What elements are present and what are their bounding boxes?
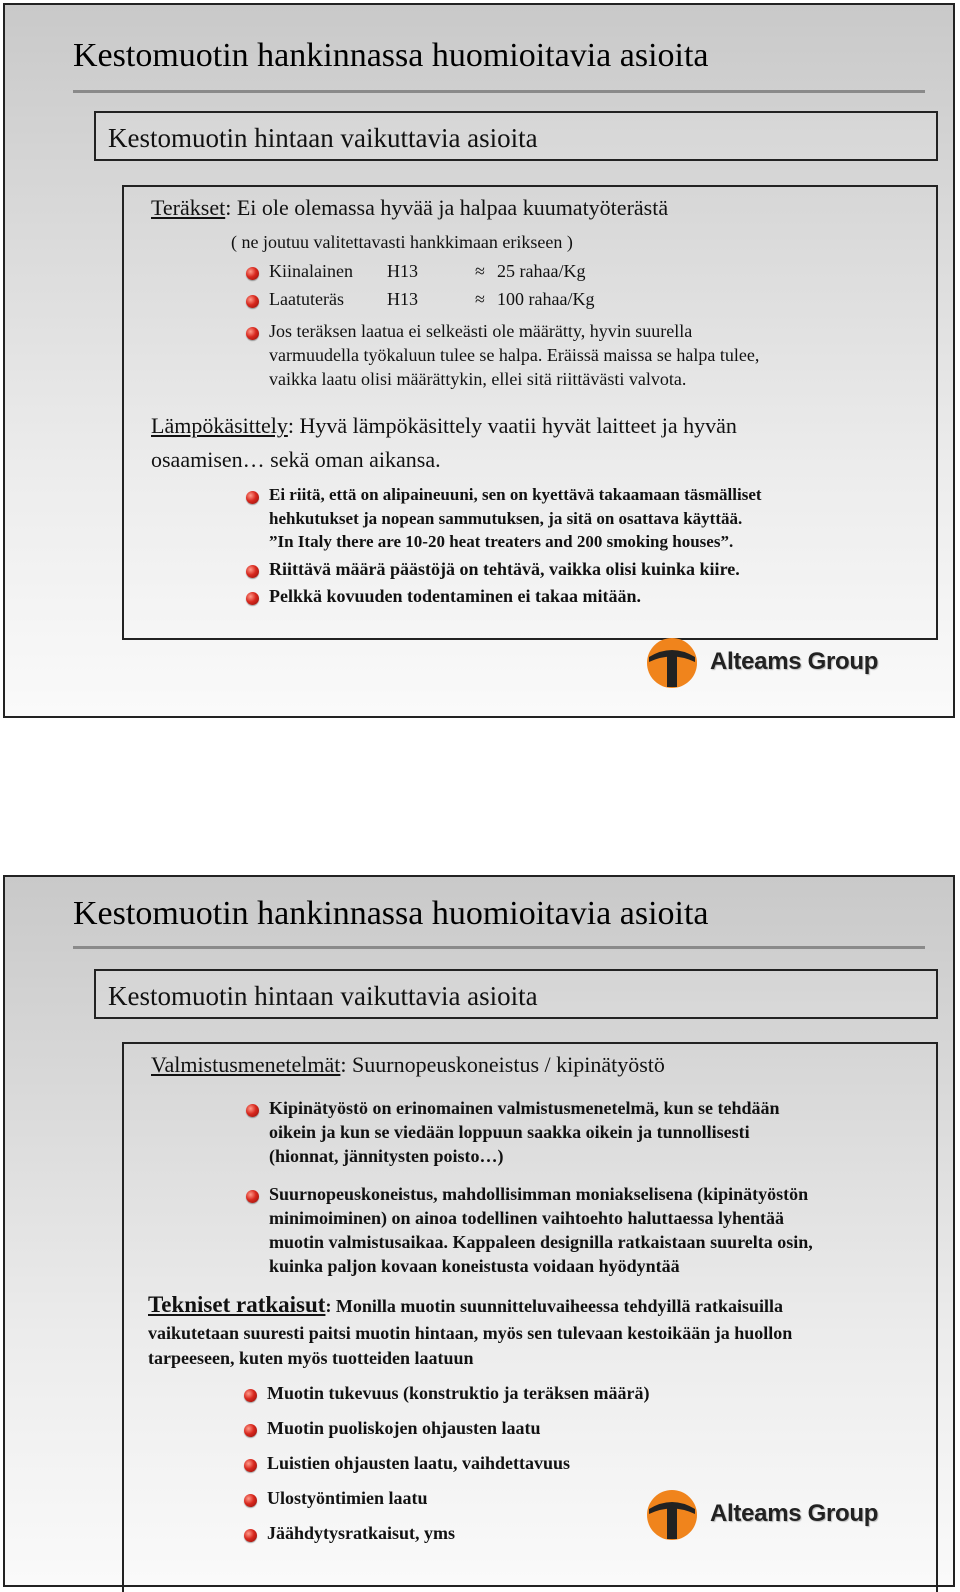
- bullet-icon: [244, 1424, 257, 1437]
- post-bullet: Riittävä määrä päästöjä on tehtävä, vaikka olisi kuinka kiire.: [269, 559, 740, 579]
- edm-line: oikein ja kun se viedään loppuun saakka oikein ja tunnollisesti: [269, 1122, 750, 1142]
- approx-icon: ≈: [475, 261, 485, 281]
- price-row-name: Kiinalainen: [269, 261, 353, 281]
- methods-heading: [151, 1052, 665, 1078]
- alteams-logo-icon: [646, 637, 698, 689]
- tech-bullet: Luistien ohjausten laatu, vaihdettavuus: [267, 1453, 571, 1473]
- heat-text: : Hyvä lämpökäsittely vaatii hyvät laitteet ja hyvän: [287, 413, 737, 438]
- logo-text: Alteams Group: [710, 1500, 879, 1527]
- tech-bullet: Muotin tukevuus (konstruktio ja teräksen määrä): [267, 1383, 650, 1403]
- steels-heading: [151, 195, 668, 221]
- subtitle: Kestomuotin hintaan vaikuttavia asioita: [108, 981, 538, 1011]
- bullet-icon: [246, 267, 259, 280]
- approx-icon: ≈: [475, 289, 485, 309]
- tech-line: vaikutetaan suuresti paitsi muotin hintaan, myös sen tulevaan kestoikään ja huollon: [148, 1323, 793, 1343]
- slide-title: Kestomuotin hankinnassa huomioitavia asioita: [73, 37, 709, 74]
- bullet-icon: [244, 1459, 257, 1472]
- heat-heading-cont: osaamisen… sekä oman aikansa.: [151, 447, 441, 472]
- bullet-icon: [246, 1104, 259, 1117]
- bullet-icon: [246, 565, 259, 578]
- edm-line: Kipinätyöstö on erinomainen valmistusmenetelmä, kun se tehdään: [269, 1098, 780, 1118]
- heat-bullet-line: hehkutukset ja nopean sammutuksen, ja sitä on osattava käyttää.: [269, 509, 743, 528]
- slide-title: Kestomuotin hankinnassa huomioitavia asioita: [73, 895, 709, 932]
- bullet-icon: [244, 1529, 257, 1542]
- title-divider: [73, 90, 925, 93]
- bullet-icon: [244, 1494, 257, 1507]
- content-box: [122, 185, 938, 640]
- hardness-bullet: Pelkkä kovuuden todentaminen ei takaa mitään.: [269, 586, 642, 606]
- title-divider: [73, 946, 925, 949]
- tech-heading: [148, 1292, 783, 1318]
- subtitle-box: [94, 111, 938, 161]
- tech-text: : Monilla muotin suunnitteluvaiheessa tehdyillä ratkaisuilla: [325, 1296, 784, 1316]
- quality-line: Jos teräksen laatua ei selkeästi ole määrätty, hyvin suurella: [269, 321, 693, 341]
- hsm-line: kuinka paljon kovaan koneistusta voidaan hyödyntää: [269, 1256, 680, 1276]
- tech-bullet: Jäähdytysratkaisut, yms: [267, 1523, 456, 1543]
- quality-line: varmuudella työkaluun tulee se halpa. Eräissä maissa se halpa tulee,: [269, 345, 760, 365]
- tech-bullet: Ulostyöntimien laatu: [267, 1488, 428, 1508]
- price-row-grade: H13: [387, 261, 418, 281]
- methods-text: : Suurnopeuskoneistus / kipinätyöstö: [340, 1052, 665, 1077]
- bullet-icon: [246, 295, 259, 308]
- bullet-icon: [246, 1190, 259, 1203]
- bullet-icon: [246, 327, 259, 340]
- tech-label: Tekniset ratkaisut: [148, 1292, 326, 1317]
- slide-1: [3, 3, 955, 718]
- price-row-price: 100 rahaa/Kg: [497, 289, 595, 309]
- heat-label: Lämpökäsittely: [151, 413, 288, 438]
- quality-line: vaikka laatu olisi määrättykin, ellei sitä riittävästi valvota.: [269, 369, 687, 389]
- subtitle-box: [94, 969, 938, 1019]
- alteams-logo: [646, 637, 916, 689]
- alteams-logo-icon: [646, 1489, 698, 1541]
- hsm-line: Suurnopeuskoneistus, mahdollisimman moniakselisena (kipinätyöstön: [269, 1184, 809, 1204]
- alteams-logo: [646, 1489, 916, 1541]
- subtitle: Kestomuotin hintaan vaikuttavia asioita: [108, 123, 538, 153]
- heat-bullet-line: ”In Italy there are 10-20 heat treaters and 200 smoking houses”.: [269, 532, 734, 551]
- bullet-icon: [246, 592, 259, 605]
- logo-text: Alteams Group: [710, 648, 879, 675]
- edm-line: (hionnat, jännitysten poisto…): [269, 1146, 504, 1166]
- methods-label: Valmistusmenetelmät: [151, 1052, 341, 1077]
- slide-2: [3, 875, 955, 1587]
- heat-bullet-line: Ei riitä, että on alipaineuuni, sen on kyettävä takaamaan täsmälliset: [269, 485, 762, 504]
- bullet-icon: [244, 1389, 257, 1402]
- hsm-line: minimoiminen) on ainoa todellinen vaihtoehto haluttaessa lyhentää: [269, 1208, 785, 1228]
- tech-bullet: Muotin puoliskojen ohjausten laatu: [267, 1418, 541, 1438]
- price-row-name: Laatuteräs: [269, 289, 344, 309]
- hsm-line: muotin valmistusaikaa. Kappaleen designilla ratkaistaan suurelta osin,: [269, 1232, 813, 1252]
- heat-heading: [151, 413, 737, 439]
- steels-note: ( ne joutuu valitettavasti hankkimaan erikseen ): [231, 232, 573, 252]
- tech-line: tarpeeseen, kuten myös tuotteiden laatuun: [148, 1348, 474, 1368]
- bullet-icon: [246, 491, 259, 504]
- price-row-price: 25 rahaa/Kg: [497, 261, 586, 281]
- price-row-grade: H13: [387, 289, 418, 309]
- steels-label: Teräkset: [151, 195, 226, 220]
- steels-text: : Ei ole olemassa hyvää ja halpaa kuumatyöterästä: [225, 195, 669, 220]
